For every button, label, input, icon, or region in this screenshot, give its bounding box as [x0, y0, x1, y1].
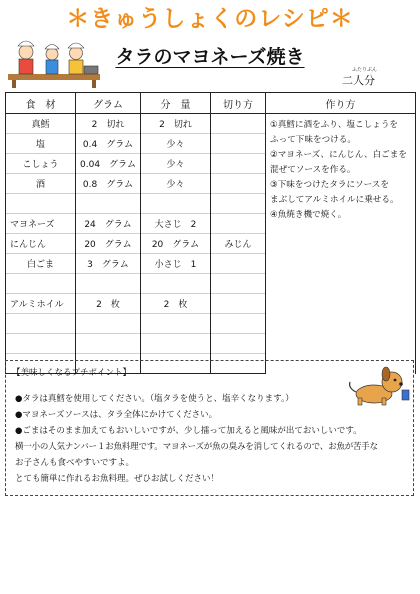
cut-cell	[211, 274, 266, 294]
table-header-row	[6, 93, 416, 114]
gram-cell: 0.4 グラム	[76, 134, 141, 154]
cut-cell	[211, 254, 266, 274]
gram-cell: 2 切れ	[76, 114, 141, 134]
cut-cell	[211, 294, 266, 314]
amount-cell: 2 切れ	[141, 114, 211, 134]
step-line: ②マヨネーズ、にんじん、白ごまを	[270, 150, 407, 160]
cut-cell	[211, 194, 266, 214]
ingredient-cell: にんじん	[6, 234, 76, 254]
amount-cell: 少々	[141, 154, 211, 174]
recipe-table	[5, 92, 416, 374]
ingredient-cell: こしょう	[6, 154, 76, 174]
amount-cell: 少々	[141, 174, 211, 194]
header-gram: グラム	[76, 93, 141, 114]
ingredient-cell: 塩	[6, 134, 76, 154]
tip-line: とても簡単に作れるお魚料理。ぜひお試しください！	[15, 474, 220, 484]
steps-cell	[266, 114, 416, 374]
cut-cell	[211, 314, 266, 334]
gram-cell	[76, 334, 141, 354]
step-line: 混ぜてソースを作る。	[270, 165, 356, 175]
amount-cell	[141, 314, 211, 334]
ingredient-cell: 白ごま	[6, 254, 76, 274]
tip-line: ●タラは真鱈を使用してください。（塩タラを使うと、塩辛くなります。）	[15, 394, 294, 404]
ingredient-cell: 酒	[6, 174, 76, 194]
ingredient-cell	[6, 274, 76, 294]
amount-cell: 大さじ 2	[141, 214, 211, 234]
cut-cell	[211, 114, 266, 134]
gram-cell: 24 グラム	[76, 214, 141, 234]
ingredient-cell: 真鱈	[6, 114, 76, 134]
gram-cell	[76, 194, 141, 214]
header-amount: 分 量	[141, 93, 211, 114]
gram-cell: 0.04 グラム	[76, 154, 141, 174]
step-line: まぶしてアルミホイルに乗せる。	[270, 195, 399, 205]
cut-cell	[211, 134, 266, 154]
cooking-kids-illustration	[6, 34, 102, 90]
amount-cell: 少々	[141, 134, 211, 154]
gram-cell	[76, 314, 141, 334]
tip-line: お子さんも食べやすいですよ。	[15, 458, 135, 468]
tip-line: ●ごまはそのまま加えてもおいしいですが、少し擂って加えると風味が出ておいしいです。	[15, 426, 362, 436]
servings: 二人分	[342, 74, 375, 87]
ingredient-cell	[6, 334, 76, 354]
step-line: ④魚焼き機で焼く。	[270, 210, 347, 220]
amount-cell: 20 グラム	[141, 234, 211, 254]
amount-cell	[141, 274, 211, 294]
gram-cell	[76, 274, 141, 294]
cut-cell	[211, 214, 266, 234]
table-row	[6, 114, 416, 134]
header-cut: 切り方	[211, 93, 266, 114]
amount-cell	[141, 334, 211, 354]
ingredient-cell	[6, 314, 76, 334]
ingredient-cell	[6, 194, 76, 214]
amount-cell: 2 枚	[141, 294, 211, 314]
servings-ruby: ふたりぶん	[352, 67, 378, 73]
step-line: ③下味をつけたタラにソースを	[270, 180, 389, 190]
cut-cell: みじん	[211, 234, 266, 254]
gram-cell: 3 グラム	[76, 254, 141, 274]
gram-cell: 20 グラム	[76, 234, 141, 254]
step-line: ふって下味をつける。	[270, 135, 356, 145]
recipe-name: タラのマヨネーズ焼き	[115, 46, 305, 68]
header-ingredient: 食 材	[6, 93, 76, 114]
ingredient-cell: マヨネーズ	[6, 214, 76, 234]
cut-cell	[211, 154, 266, 174]
tips-title: 【美味しくなるプチポイント】	[12, 368, 132, 378]
cut-cell	[211, 334, 266, 354]
tip-line: 横一小の人気ナンバー１お魚料理です。マヨネーズが魚の臭みを消してくれるので、お魚が苦手な	[15, 442, 378, 452]
gram-cell: 2 枚	[76, 294, 141, 314]
cut-cell	[211, 174, 266, 194]
tip-line: ●マヨネーズソースは、タラ全体にかけてください。	[15, 410, 218, 420]
page-title: ＊きゅうしょくのレシピ＊	[66, 6, 354, 32]
amount-cell	[141, 194, 211, 214]
ingredient-cell: アルミホイル	[6, 294, 76, 314]
dog-illustration	[344, 364, 410, 408]
amount-cell: 小さじ 1	[141, 254, 211, 274]
gram-cell: 0.8 グラム	[76, 174, 141, 194]
header-steps: 作り方	[266, 93, 416, 114]
step-line: ①真鱈に酒をふり、塩こしょうを	[270, 120, 399, 130]
